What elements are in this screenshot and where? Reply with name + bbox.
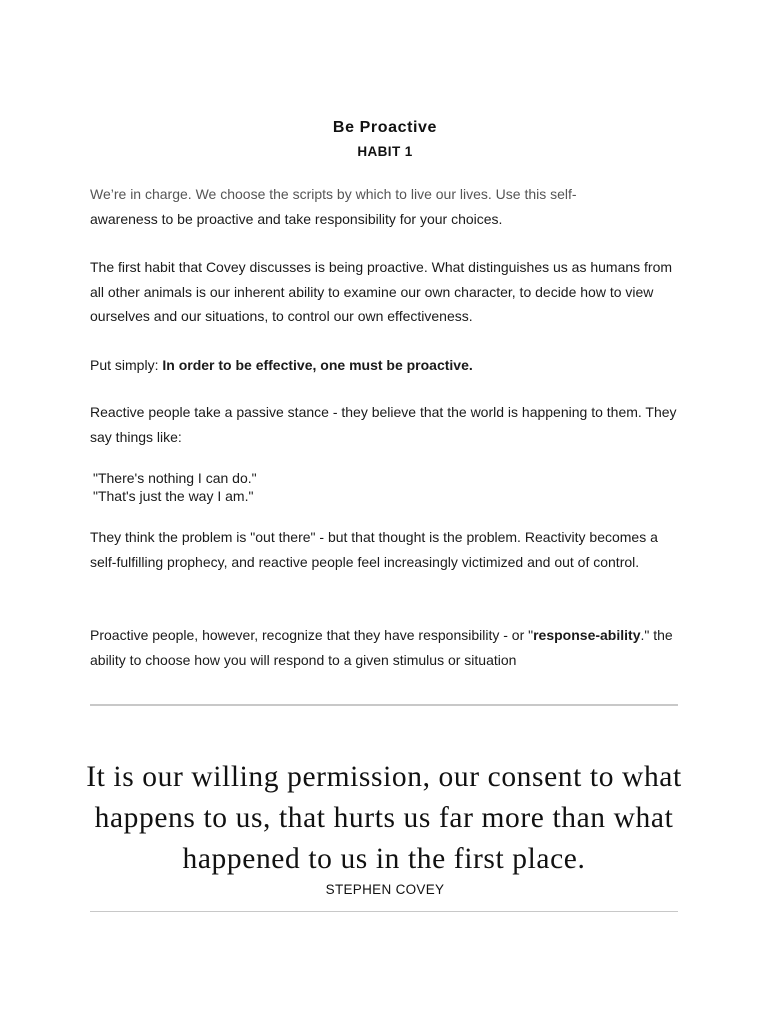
paragraph-put-simply	[90, 353, 680, 378]
paragraph-reactive-people: Reactive people take a passive stance - they believe that the world is happening to them. They say things like:	[90, 404, 677, 445]
intro-lead-text: We’re in charge. We choose the scripts by which to live our lives. Use this self-	[90, 186, 577, 202]
paragraph-proactive-people	[90, 623, 680, 672]
paragraph-first-habit: The first habit that Covey discusses is being proactive. What distinguishes us as humans from all other animals is our inherent ability to examine our own character, to decide how to view ourselves and our situations, to control our own effectiveness.	[90, 259, 673, 324]
intro-paragraph	[90, 182, 680, 231]
paragraph-out-there: They think the problem is "out there" - but that thought is the problem. Reactivity becomes a self-fulfilling prophecy, and reactive people feel increasingly victimized and out of control.	[90, 529, 658, 570]
intro-rest-text: awareness to be proactive and take responsibility for your choices.	[90, 210, 503, 227]
reactive-quotes	[93, 469, 680, 505]
proactive-suffix: ." the ability to choose how you will respond to a given stimulus or situation	[90, 627, 673, 668]
put-simply-emphasis: In order to be effective, one must be proactive.	[162, 357, 473, 373]
pull-quote-author: STEPHEN COVEY	[325, 882, 445, 897]
reactive-quote-line: "There's nothing I can do."	[93, 470, 257, 486]
proactive-prefix: Proactive people, however, recognize that they have responsibility - or "	[90, 627, 534, 643]
page-subtitle: HABIT 1	[357, 144, 413, 159]
reactive-quote-line: "That's just the way I am."	[93, 488, 254, 504]
divider-bottom	[90, 911, 678, 912]
put-simply-prefix: Put simply:	[90, 357, 163, 373]
page-title: Be Proactive	[332, 119, 438, 136]
pull-quote-text: It is our willing permission, our consent to what happens to us, that hurts us far more than what happened to us in the first place.	[86, 761, 682, 875]
divider-top	[90, 704, 678, 706]
response-ability-emphasis: response-ability	[533, 627, 641, 643]
